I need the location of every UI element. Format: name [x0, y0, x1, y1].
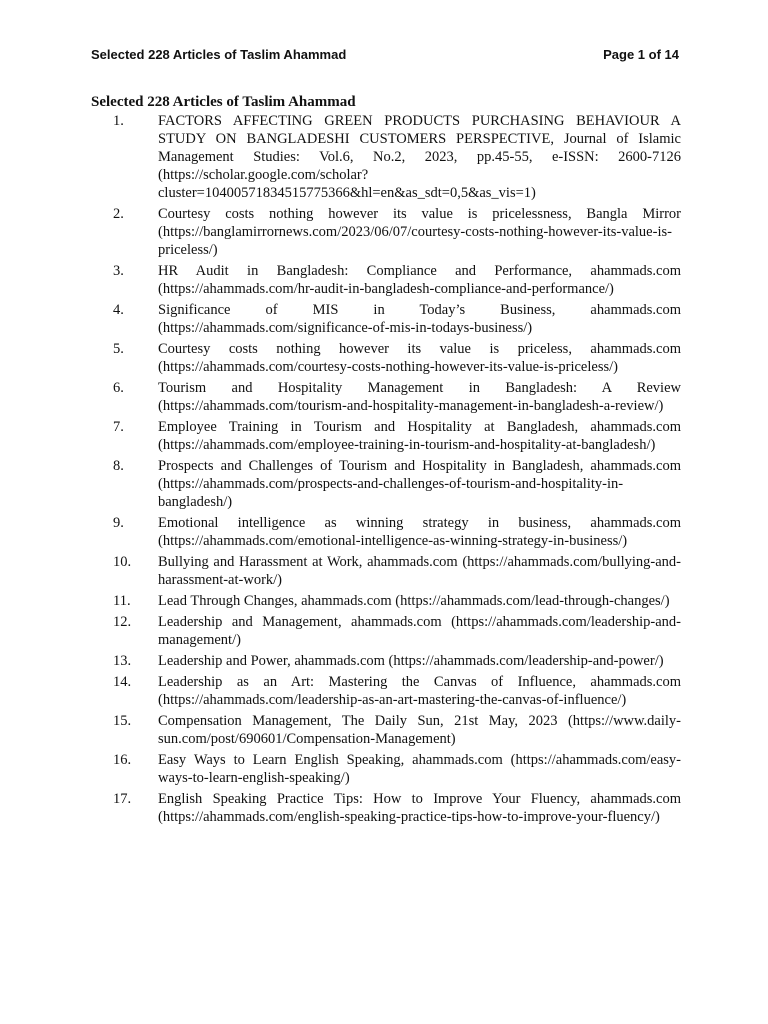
article-number: 3.: [113, 263, 124, 279]
article-item: [91, 613, 681, 649]
article-item: [91, 673, 681, 709]
article-number: 10.: [113, 554, 132, 570]
article-number: 2.: [113, 206, 124, 222]
article-item: [91, 418, 681, 454]
article-item: [91, 712, 681, 748]
article-citation: English Speaking Practice Tips: How to Improve Your Fluency, ahammads.com (https://ahammads.com/english-speaking-practice-tips-how-to-improve-your-fluency/): [158, 791, 681, 825]
article-number: 11.: [113, 593, 131, 609]
article-citation: Easy Ways to Learn English Speaking, ahammads.com (https://ahammads.com/easy-ways-to-learn-english-speaking/): [158, 752, 681, 786]
article-item: [91, 514, 681, 550]
article-item: [91, 790, 681, 826]
article-item: [91, 652, 681, 670]
article-item: [91, 553, 681, 589]
article-citation: Leadership and Management, ahammads.com (https://ahammads.com/leadership-and-management/): [158, 614, 681, 648]
article-item: [91, 112, 681, 202]
article-citation: Significance of MIS in Today’s Business, ahammads.com (https://ahammads.com/significance-of-mis-in-todays-business/): [158, 302, 681, 336]
article-number: 8.: [113, 458, 124, 474]
article-number: 6.: [113, 380, 124, 396]
article-number: 14.: [113, 674, 132, 690]
article-item: [91, 457, 681, 511]
article-citation: Bullying and Harassment at Work, ahammads.com (https://ahammads.com/bullying-and-harassment-at-work/): [158, 554, 681, 588]
header-page-number: Page 1 of 14: [603, 47, 679, 62]
article-number: 9.: [113, 515, 124, 531]
document-title: Selected 228 Articles of Taslim Ahammad: [91, 94, 356, 110]
article-citation: HR Audit in Bangladesh: Compliance and Performance, ahammads.com (https://ahammads.com/hr-audit-in-bangladesh-compliance-and-performance/): [158, 263, 681, 297]
article-number: 1.: [113, 113, 124, 129]
article-number: 4.: [113, 302, 124, 318]
page-header: [91, 46, 679, 64]
article-citation: Leadership and Power, ahammads.com (https://ahammads.com/leadership-and-power/): [158, 653, 664, 669]
article-list: [91, 112, 681, 829]
article-item: [91, 592, 681, 610]
article-number: 15.: [113, 713, 132, 729]
article-number: 5.: [113, 341, 124, 357]
article-citation: Prospects and Challenges of Tourism and Hospitality in Bangladesh, ahammads.com (https://ahammads.com/prospects-and-challenges-of-tourism-and-hospitality-in-bangladesh/): [158, 458, 681, 510]
article-item: [91, 340, 681, 376]
article-citation: Tourism and Hospitality Management in Bangladesh: A Review (https://ahammads.com/tourism-and-hospitality-management-in-bangladesh-a-review/): [158, 380, 681, 414]
article-item: [91, 379, 681, 415]
article-citation: FACTORS AFFECTING GREEN PRODUCTS PURCHASING BEHAVIOUR A STUDY ON BANGLADESHI CUSTOMERS PERSPECTIVE, Journal of Islamic Management Studies: Vol.6, No.2, 2023, pp.45-55, e-ISSN: 2600-7126 (https://scholar.google.com/scholar?cluster=10400571834515775366&hl=en&as_sdt=0,5&as_vis=1): [158, 113, 681, 201]
article-item: [91, 205, 681, 259]
article-item: [91, 751, 681, 787]
article-item: [91, 262, 681, 298]
article-citation: Leadership as an Art: Mastering the Canvas of Influence, ahammads.com (https://ahammads.com/leadership-as-an-art-mastering-the-canvas-of-influence/): [158, 674, 681, 708]
article-item: [91, 301, 681, 337]
article-number: 13.: [113, 653, 132, 669]
article-number: 16.: [113, 752, 132, 768]
article-citation: Courtesy costs nothing however its value is pricelessness, Bangla Mirror (https://banglamirrornews.com/2023/06/07/courtesy-costs-nothing-however-its-value-is-priceless/): [158, 206, 681, 258]
article-number: 12.: [113, 614, 132, 630]
article-citation: Employee Training in Tourism and Hospitality at Bangladesh, ahammads.com (https://ahammads.com/employee-training-in-tourism-and-hospitality-at-bangladesh/): [158, 419, 681, 453]
article-number: 17.: [113, 791, 132, 807]
article-citation: Courtesy costs nothing however its value is priceless, ahammads.com (https://ahammads.com/courtesy-costs-nothing-however-its-value-is-priceless/): [158, 341, 681, 375]
article-citation: Compensation Management, The Daily Sun, 21st May, 2023 (https://www.daily-sun.com/post/690601/Compensation-Management): [158, 713, 681, 747]
article-number: 7.: [113, 419, 124, 435]
article-citation: Emotional intelligence as winning strategy in business, ahammads.com (https://ahammads.com/emotional-intelligence-as-winning-strategy-in-business/): [158, 515, 681, 549]
header-document-title: Selected 228 Articles of Taslim Ahammad: [91, 47, 347, 62]
article-citation: Lead Through Changes, ahammads.com (https://ahammads.com/lead-through-changes/): [158, 593, 670, 609]
